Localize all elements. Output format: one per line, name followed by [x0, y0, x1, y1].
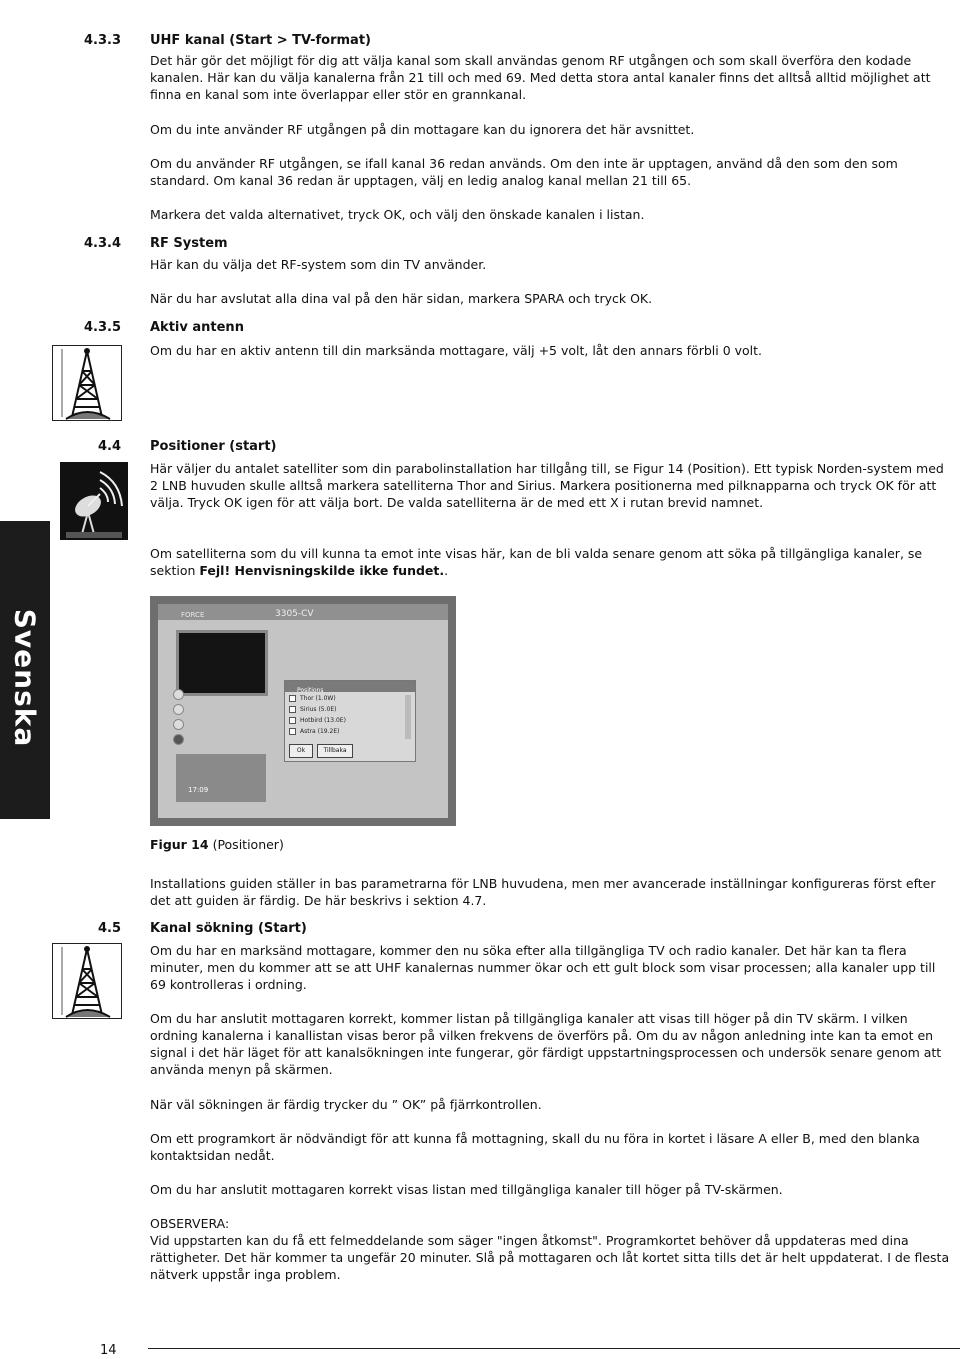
figure-caption-text: (Positioner) [208, 837, 284, 852]
indicator-dot [173, 704, 184, 715]
paragraph: Om du har anslutit mottagaren korrekt, kommer listan på tillgängliga kanaler att visas till höger på din TV skärm. I vilken ordning kanalerna i kanallistan visas beror på vilken frekvens de överförs på. Om du av någon anledning inte kan ta emot en signal i det här läget för att kanalsökningen inte fungerar, gör färdigt uppstartningsprocessen och undersök senare genom att använda menyn på skärmen. [150, 1011, 942, 1077]
note-label: OBSERVERA: [150, 1216, 230, 1231]
paragraph: Om du använder RF utgången, se ifall kanal 36 redan används. Om den inte är upptagen, använd då den som den som standard. Om kanal 36 redan är upptagen, välj en ledig analog kanal mellan 21 till 65. [150, 156, 898, 188]
screen-header [158, 604, 448, 620]
satellite-option[interactable] [289, 717, 346, 725]
section-number: 4.4 [98, 439, 122, 454]
antenna-mast-icon [52, 943, 122, 1023]
paragraph: Här väljer du antalet satelliter som din parabolinstallation har tillgång till, se Figur 14 (Position). Ett typisk Norden-system med 2 LNB huvuden skulle alltså markera satelliterna Thor and Sirius. Markera positionerna med pilknapparna och tryck OK för att välja. Tryck OK igen för att välja bort. De valda satelliterna är de med ett X i rutan brevid namnet. [150, 461, 944, 510]
paragraph: Här kan du välja det RF-system som din TV använder. [150, 257, 487, 272]
language-tab [0, 521, 50, 819]
satellite-option[interactable] [289, 706, 336, 714]
dialog-title: Positions [297, 687, 324, 694]
section-title: Positioner (start) [150, 439, 277, 454]
ok-button[interactable]: Ok [289, 744, 313, 758]
satellite-label: Hotbird (13.0E) [300, 717, 346, 724]
paragraph-text: Om satelliterna som du vill kunna ta emot inte visas här, kan de bli valda senare genom att söka på tillgängliga kanaler, se sektion [150, 546, 923, 578]
paragraph: Om du inte använder RF utgången på din mottagare kan du ignorera det här avsnittet. [150, 122, 695, 137]
figure-caption [150, 836, 955, 853]
checkbox-icon[interactable] [289, 717, 296, 724]
checkbox-icon[interactable] [289, 695, 296, 702]
section-number: 4.3.4 [84, 236, 122, 251]
section-title: RF System [150, 236, 228, 251]
satellite-label: Thor (1.0W) [300, 695, 336, 702]
positions-dialog [284, 680, 416, 762]
antenna-mast-icon [52, 345, 122, 425]
indicator-dot [173, 689, 184, 700]
dialog-title-bar [285, 681, 415, 692]
paragraph: Om du har en aktiv antenn till din marksända mottagare, välj +5 volt, låt den annars förbli 0 volt. [150, 343, 763, 358]
page-number: 14 [100, 1343, 117, 1358]
paragraph: Det här gör det möjligt för dig att välja kanal som skall användas genom RF utgången och som skall överföra den kodade kanalen. Här kan du välja kanalerna från 21 till och med 69. Med detta stora antal kanaler finns det alltså alltid möjlighet att finna en kanal som inte överlappar eller stör en grannkanal. [150, 53, 931, 102]
checkbox-icon[interactable] [289, 706, 296, 713]
paragraph: Om ett programkort är nödvändigt för att kunna få mottagning, skall du nu föra in kortet i läsare A eller B, med den blanka kontaktsidan nedåt. [150, 1131, 920, 1163]
paragraph [150, 545, 955, 579]
back-button[interactable]: Tillbaka [317, 744, 353, 758]
section-number: 4.3.5 [84, 320, 122, 335]
paragraph: Installations guiden ställer in bas parametrarna för LNB huvudena, men mer avancerade inställningar konfigureras först efter det att guiden är färdig. De här beskrivs i sektion 4.7. [150, 876, 936, 908]
paragraph-text: . [444, 563, 449, 578]
paragraph: Om du har anslutit mottagaren korrekt visas listan med tillgängliga kanaler till höger på TV-skärmen. [150, 1182, 783, 1197]
model-label: 3305-CV [275, 609, 314, 619]
paragraph: När du har avslutat alla dina val på den här sidan, markera SPARA och tryck OK. [150, 291, 653, 306]
section-number: 4.3.3 [84, 33, 122, 48]
section-title: Kanal sökning (Start) [150, 921, 307, 936]
satellite-dish-icon [60, 462, 128, 544]
section-title: UHF kanal (Start > TV-format) [150, 33, 371, 48]
indicator-dot [173, 734, 184, 745]
satellite-label: Sirius (5.0E) [300, 706, 337, 713]
clock-time: 17:09 [188, 786, 209, 794]
paragraph: Om du har en marksänd mottagare, kommer den nu söka efter alla tillgängliga TV och radio kanaler. Det här kan ta flera minuter, men du kommer att se att UHF kanalernas nummer ökar och ett gult block som visar processen; alla kanaler upp till 69 kontrolleras i ordning. [150, 943, 936, 992]
brand-label: FORCE [181, 611, 205, 619]
scrollbar[interactable] [405, 695, 411, 739]
clock-panel [176, 754, 266, 802]
tv-screen [158, 604, 448, 818]
satellite-option[interactable] [289, 728, 339, 736]
satellite-option[interactable] [289, 695, 336, 703]
note-text: Vid uppstarten kan du få ett felmeddelande som säger "ingen åtkomst". Programkortet behöver då uppdateras med dina rättigheter. Det här kommer ta ungefär 20 minuter. Slå på mottagaren och låt kortet sitta tills det är helt uppdaterat. I de flesta nätverk uppstår inga problem. [150, 1233, 950, 1282]
preview-window [176, 630, 268, 696]
indicator-dot [173, 719, 184, 730]
cross-reference: Fejl! Henvisningskilde ikke fundet. [199, 563, 445, 578]
language-label: Svenska [8, 608, 42, 748]
paragraph: Markera det valda alternativet, tryck OK, och välj den önskade kanalen i listan. [150, 207, 645, 222]
checkbox-icon[interactable] [289, 728, 296, 735]
section-title: Aktiv antenn [150, 320, 244, 335]
section-number: 4.5 [98, 921, 122, 936]
figure-label: Figur 14 [150, 837, 209, 852]
paragraph: När väl sökningen är färdig trycker du ” OK” på fjärrkontrollen. [150, 1097, 542, 1112]
positions-screenshot [150, 596, 456, 826]
footer-rule [148, 1348, 960, 1349]
satellite-label: Astra (19.2E) [300, 728, 340, 735]
